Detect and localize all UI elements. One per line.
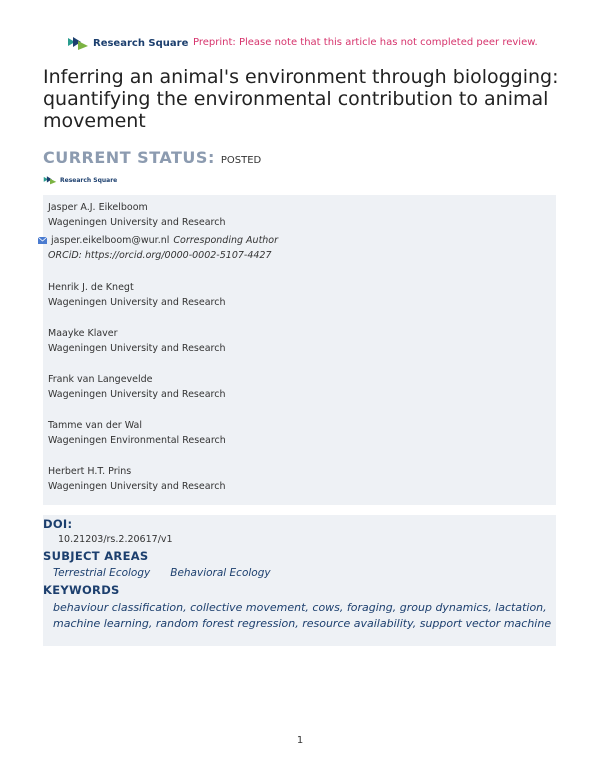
preprint-notice: Preprint: Please note that this article has not completed peer review. [193, 37, 538, 48]
author-affiliation: Wageningen University and Research [48, 343, 226, 354]
corresponding-email-row [38, 235, 278, 246]
subject-area-link[interactable]: Terrestrial Ecology [53, 567, 151, 579]
current-status [43, 148, 261, 167]
author-affiliation: Wageningen University and Research [48, 481, 226, 492]
small-logo-text: Research Square [60, 176, 118, 184]
author-entry [48, 326, 226, 356]
author-affiliation: Wageningen University and Research [48, 217, 226, 228]
author-name: Herbert H.T. Prins [48, 466, 132, 477]
keywords-label: KEYWORDS [43, 583, 120, 597]
article-title: Inferring an animal's environment through biologging: quantifying the environmental contribution to animal movement [43, 66, 559, 132]
author-name: Frank van Langevelde [48, 374, 153, 385]
research-square-logo-icon [43, 175, 57, 185]
author-name: Henrik J. de Knegt [48, 282, 134, 293]
author-affiliation: Wageningen Environmental Research [48, 435, 226, 446]
email-icon [38, 237, 47, 244]
metadata-panel [43, 515, 556, 646]
status-value: POSTED [220, 155, 262, 166]
research-square-logo[interactable] [67, 35, 188, 51]
author-entry [48, 418, 226, 448]
doi-label: DOI: [43, 517, 73, 531]
author-entry [48, 372, 226, 402]
subject-areas-list [53, 567, 271, 579]
author-name: Tamme van der Wal [48, 420, 142, 431]
doi-value[interactable]: 10.21203/rs.2.20617/v1 [58, 534, 173, 545]
status-label: CURRENT STATUS: [43, 148, 215, 167]
author-entry [48, 200, 226, 230]
subject-area-link[interactable]: Behavioral Ecology [170, 567, 271, 579]
subject-areas-label: SUBJECT AREAS [43, 549, 149, 563]
corresponding-author-label: Corresponding Author [173, 235, 279, 246]
author-entry [48, 464, 226, 494]
authors-panel [43, 195, 556, 505]
author-email[interactable]: jasper.eikelboom@wur.nl [51, 235, 170, 246]
author-affiliation: Wageningen University and Research [48, 297, 226, 308]
author-orcid[interactable]: ORCiD: https://orcid.org/0000-0002-5107-4427 [48, 250, 272, 261]
keywords-text: behaviour classification, collective movement, cows, foraging, group dynamics, lactation, machine learning, random forest regression, resource availability, support vector machine [53, 601, 552, 630]
page-number: 1 [296, 735, 304, 746]
author-affiliation: Wageningen University and Research [48, 389, 226, 400]
small-research-square-logo [43, 175, 117, 185]
logo-text: Research Square [93, 37, 189, 49]
author-entry [48, 280, 226, 310]
author-name: Jasper A.J. Eikelboom [48, 202, 148, 213]
author-name: Maayke Klaver [48, 328, 118, 339]
research-square-logo-icon [67, 35, 89, 51]
